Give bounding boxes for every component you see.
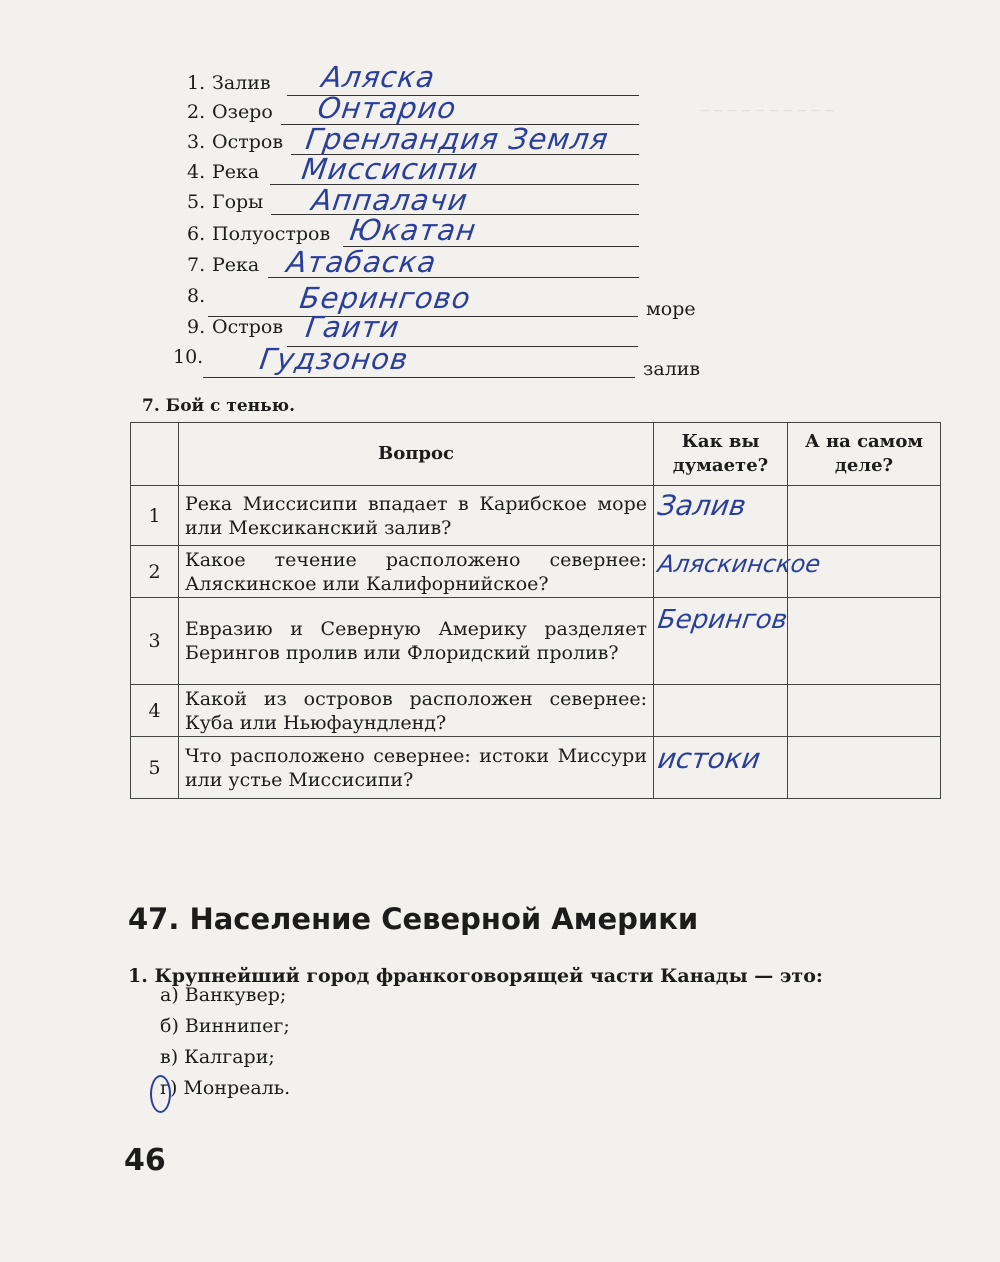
- section-title: 47. Население Северной Америки: [128, 902, 699, 936]
- handwritten-guess: Залив: [655, 489, 749, 522]
- list-item-label: Остров: [212, 316, 284, 338]
- list-item-suffix: море: [646, 298, 696, 320]
- row-number: 2: [131, 546, 179, 598]
- row-number: 1: [131, 486, 179, 546]
- list-item-label: Залив: [212, 72, 271, 94]
- handwritten-answer: Миссисипи: [299, 152, 481, 186]
- handwritten-answer: Атабаска: [284, 245, 439, 279]
- handwritten-guess: Берингов: [655, 605, 790, 635]
- row-number: 4: [131, 685, 179, 737]
- row-actual: [788, 598, 941, 685]
- list-item-number: 9.: [187, 316, 206, 338]
- answer-line: [203, 377, 635, 378]
- row-question: Что расположено севернее: истоки Миссури или устье Миссисипи?: [179, 737, 654, 799]
- table-header-row: [131, 423, 941, 486]
- bleed-through-text: _ _ _ _ _ _ _ _ _ _: [700, 92, 834, 112]
- header-actual: А на самом деле?: [788, 423, 941, 486]
- row-number: 5: [131, 737, 179, 799]
- list-item-label: Озеро: [212, 101, 273, 123]
- list-item-number: 4.: [187, 161, 206, 183]
- row-number: 3: [131, 598, 179, 685]
- row-guess-cell: [654, 546, 823, 598]
- row-guess-cell: [654, 685, 788, 737]
- row-actual: [788, 685, 941, 737]
- handwritten-answer: Аппалачи: [309, 183, 471, 217]
- list-item-number: 2.: [187, 101, 206, 123]
- selected-answer-circle: [150, 1075, 171, 1113]
- row-guess-cell: [654, 737, 788, 799]
- list-item-number: 10.: [173, 346, 204, 368]
- page-number: 46: [124, 1143, 166, 1178]
- row-question: Какое течение расположено севернее: Аляскинское или Калифорнийское?: [179, 546, 654, 598]
- table-row: [131, 685, 941, 737]
- row-actual: [788, 546, 941, 598]
- list-item-label: Остров: [212, 131, 284, 153]
- handwritten-answer: Гудзонов: [257, 342, 411, 376]
- row-actual: [788, 737, 941, 799]
- header-num: [131, 423, 179, 486]
- task-title: 7. Бой с тенью.: [142, 396, 296, 416]
- handwritten-answer: Берингово: [297, 281, 474, 315]
- list-item-label: Полуостров: [212, 223, 331, 245]
- handwritten-answer: Юкатан: [347, 213, 479, 247]
- header-guess: Как вы думаете?: [654, 423, 788, 486]
- table-row: [131, 546, 941, 598]
- row-question: Река Миссисипи впадает в Карибское море или Мексиканский залив?: [179, 486, 654, 546]
- answer-option: а) Ванкувер;: [160, 984, 287, 1006]
- table-row: [131, 737, 941, 799]
- list-item-number: 8.: [187, 285, 206, 307]
- list-item-number: 3.: [187, 131, 206, 153]
- list-item-label: Река: [212, 254, 260, 276]
- table-row: [131, 598, 941, 685]
- list-item-suffix: залив: [643, 358, 701, 380]
- header-question: Вопрос: [179, 423, 654, 486]
- handwritten-answer: Гаити: [303, 310, 402, 344]
- row-question: Какой из островов расположен севернее: Куба или Ньюфаундленд?: [179, 685, 654, 737]
- list-item-number: 7.: [187, 254, 206, 276]
- handwritten-answer: Гренландия Земля: [303, 122, 611, 156]
- row-guess-cell: [654, 598, 788, 685]
- handwritten-answer: Аляска: [319, 60, 438, 94]
- list-item-number: 6.: [187, 223, 206, 245]
- answer-option: в) Калгари;: [160, 1046, 275, 1068]
- list-item-label: Река: [212, 161, 260, 183]
- list-item-number: 1.: [187, 72, 206, 94]
- row-guess-cell: [654, 486, 788, 546]
- table-row: [131, 486, 941, 546]
- shadow-table: [130, 422, 941, 799]
- handwritten-guess: Аляскинское: [656, 550, 823, 578]
- row-question: Евразию и Северную Америку разделяет Берингов пролив или Флоридский пролив?: [179, 598, 654, 685]
- row-actual: [788, 486, 941, 546]
- answer-option: б) Виннипег;: [160, 1015, 290, 1037]
- answer-option: г) Монреаль.: [160, 1077, 291, 1099]
- list-item-number: 5.: [187, 191, 206, 213]
- question-title: 1. Крупнейший город франкоговорящей части Канады — это:: [128, 965, 823, 987]
- handwritten-guess: истоки: [655, 742, 763, 775]
- handwritten-answer: Онтарио: [315, 91, 459, 125]
- list-item-label: Горы: [212, 191, 264, 213]
